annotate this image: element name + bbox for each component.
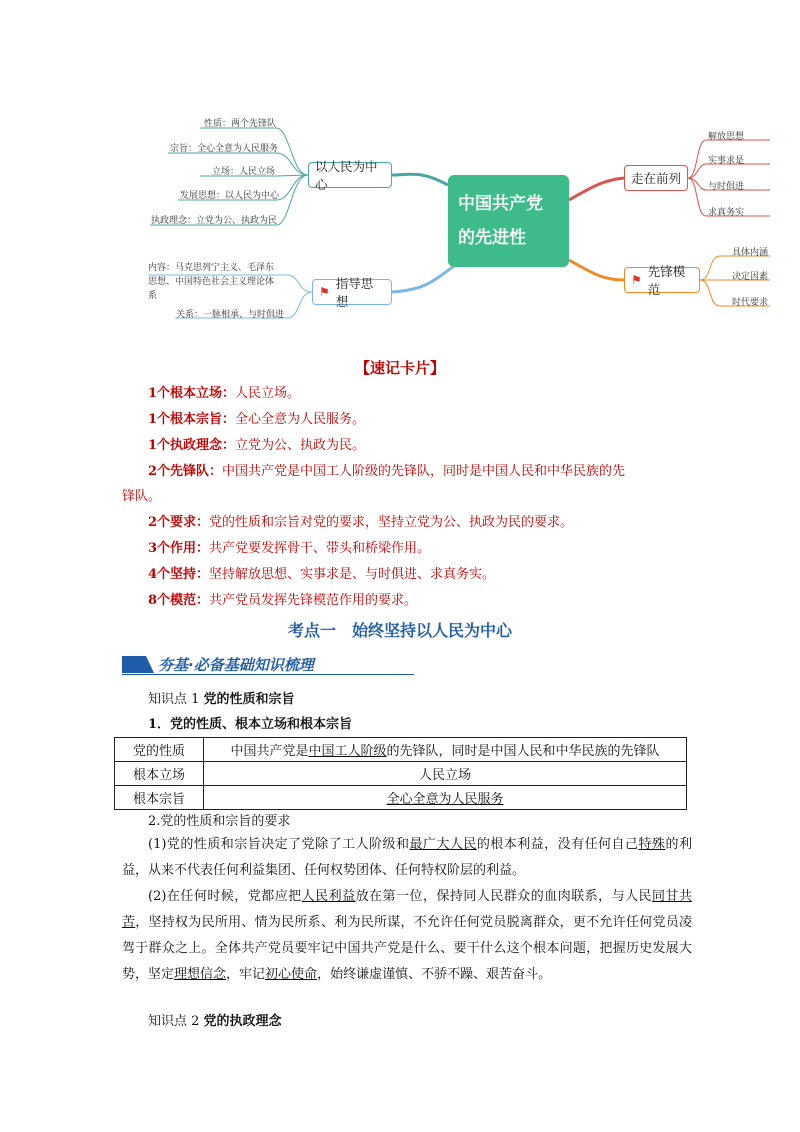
mind-map: [0, 100, 800, 340]
cell-underlined: 中国工人阶级: [308, 744, 387, 759]
mm-leaf: 时代要求: [732, 298, 769, 308]
para-text: ，坚持权为民所用、情为民所系、利为民所谋，不允许任何党员脱离群众，更不允许任何党员凌驾于群众之上。全体共产党员要牢记中国共产党是什么、要干什么这个根本问题，把握历史发展大势，坚定: [122, 915, 692, 982]
knowledge-label: 知识点 2: [148, 1014, 200, 1029]
card-text: 人民立场。: [235, 386, 301, 401]
flag-icon: ⚑: [631, 273, 642, 287]
sub-heading-text: 1．党的性质、根本立场和根本宗旨: [148, 717, 353, 732]
para-underlined: 特殊: [638, 837, 666, 852]
mm-node-label: 先锋模范: [647, 264, 686, 297]
card-line: [148, 461, 625, 483]
card-key: 1个根本立场：: [148, 386, 236, 401]
table-row: [115, 738, 687, 762]
banner-text: 夯基·必备基础知识梳理: [158, 656, 314, 674]
table-cell-value: 人民立场: [204, 762, 687, 786]
card-text: 全心全意为人民服务。: [235, 412, 366, 427]
table-cell-value: [204, 738, 687, 762]
para-text: ，牢记: [226, 967, 266, 982]
card-line: [122, 486, 161, 508]
section-title: 考点一 始终坚持以人民为中心: [287, 621, 512, 640]
banner-underline: [122, 674, 414, 675]
mind-map-connectors: [0, 100, 800, 340]
para-text: (1)党的性质和宗旨决定了党除了工人阶级和: [148, 837, 410, 852]
para-text: 的根本利益，没有任何自己: [476, 837, 639, 852]
party-nature-table: [114, 737, 687, 810]
para-text: 的利益，从来不代表任何利益集团、任何权势团体、任何特权阶层的利益。: [122, 837, 692, 878]
card-line: [148, 512, 573, 534]
mm-leaf: 与时俱进: [708, 182, 745, 192]
cell-text: 中国共产党是: [230, 744, 309, 759]
mm-leaf: 性质：两个先锋队: [204, 119, 277, 129]
mm-leaf: 关系：一脉相承、与时俱进: [176, 310, 285, 320]
mm-leaf: 实事求是: [708, 156, 745, 166]
knowledge-heading-1: [148, 688, 295, 707]
mm-leaf: 发展思想：以人民为中心: [180, 191, 280, 201]
mm-leaf: 决定因素: [732, 272, 769, 282]
para-text: 放在第一位，保持同人民群众的血肉联系，与人民: [355, 889, 653, 904]
mm-node-people-centered: [308, 159, 392, 192]
para-text: (2)在任何时候，党都应把: [148, 889, 302, 904]
table-row: [115, 762, 687, 786]
card-line: [148, 590, 417, 612]
card-title: 【速记卡片】: [354, 359, 445, 377]
banner-bar: [122, 656, 154, 673]
mm-center-node: [448, 175, 569, 267]
para-text: ，始终谦虚谨慎、不骄不躁、艰苦奋斗。: [317, 967, 552, 982]
cell-text: 的先锋队，同时是中国人民和中华民族的先锋队: [386, 744, 660, 759]
knowledge-heading-2: [148, 1010, 282, 1029]
card-key: 1个根本宗旨：: [148, 412, 236, 427]
card-key: 1个执政理念：: [148, 438, 236, 453]
sub-heading-2: [148, 810, 290, 829]
card-line: [148, 409, 365, 431]
paragraph-1: [122, 832, 692, 884]
mm-leaf: 宗旨：全心全意为人民服务: [170, 144, 279, 154]
knowledge-title: 党的执政理念: [203, 1014, 282, 1029]
table-cell-key: 根本宗旨: [115, 786, 204, 810]
mm-leaf: 解放思想: [708, 132, 745, 142]
mm-leaf: 内容：马克思列宁主义、毛泽东: [148, 263, 275, 273]
mm-node-lead-front: [624, 165, 688, 191]
card-text: 立党为公、执政为民。: [235, 438, 366, 453]
card-line: [148, 435, 365, 457]
para-underlined: 初心使命: [265, 967, 318, 982]
card-text: 党的性质和宗旨对党的要求，坚持立党为公、执政为民的要求。: [209, 515, 574, 530]
flag-icon: ⚑: [319, 285, 330, 299]
mm-leaf: 求真务实: [708, 208, 745, 218]
card-line: [148, 538, 430, 560]
card-text: 共产党要发挥骨干、带头和桥梁作用。: [209, 541, 431, 556]
card-text: 锋队。: [122, 489, 162, 504]
table-row: [115, 786, 687, 810]
para-underlined: 同甘共苦: [122, 889, 692, 930]
mm-node-label: 指导思想: [335, 276, 374, 309]
card-key: 2个先锋队：: [148, 464, 223, 479]
paragraph-2: [122, 884, 692, 988]
section-banner: [122, 652, 414, 676]
para-underlined: 理想信念: [174, 967, 227, 982]
mm-leaf: 系: [148, 291, 158, 301]
table-cell-key: 根本立场: [115, 762, 204, 786]
card-key: 8个模范：: [148, 593, 210, 608]
cell-underlined: 全心全意为人民服务: [386, 792, 504, 807]
card-key: 2个要求：: [148, 515, 210, 530]
card-key: 3个作用：: [148, 541, 210, 556]
para-underlined: 最广大人民: [409, 837, 477, 852]
mm-center-line: 中国共产党: [458, 194, 543, 214]
mm-node-label: 走在前列: [631, 171, 682, 186]
para-underlined: 人民利益: [301, 889, 356, 904]
card-text: 中国共产党是中国工人阶级的先锋队，同时是中国人民和中华民族的先: [222, 464, 626, 479]
card-text: 共产党员发挥先锋模范作用的要求。: [209, 593, 418, 608]
mm-node-vanguard-model: [624, 264, 700, 297]
card-line: [148, 564, 495, 586]
mm-leaf: 立场：人民立场: [212, 167, 276, 177]
knowledge-label: 知识点 1: [148, 692, 200, 707]
sub-heading-1: [148, 713, 352, 732]
mm-leaf: 具体内涵: [732, 248, 769, 258]
mm-leaf: 思想、中国特色社会主义理论体: [148, 277, 275, 287]
card-text: 坚持解放思想、实事求是、与时俱进、求真务实。: [209, 567, 496, 582]
card-key: 4个坚持：: [148, 567, 210, 582]
table-cell-value: [204, 786, 687, 810]
knowledge-title: 党的性质和宗旨: [203, 692, 295, 707]
mm-leaf: 执政理念：立党为公、执政为民: [151, 216, 278, 226]
mm-node-guiding-thought: [312, 276, 392, 309]
mm-center-line: 的先进性: [458, 228, 526, 248]
table-cell-key: 党的性质: [115, 738, 204, 762]
mm-node-label: 以人民为中心: [315, 159, 378, 192]
sub-heading-text: 2.党的性质和宗旨的要求: [148, 814, 291, 829]
card-line: [148, 383, 300, 405]
